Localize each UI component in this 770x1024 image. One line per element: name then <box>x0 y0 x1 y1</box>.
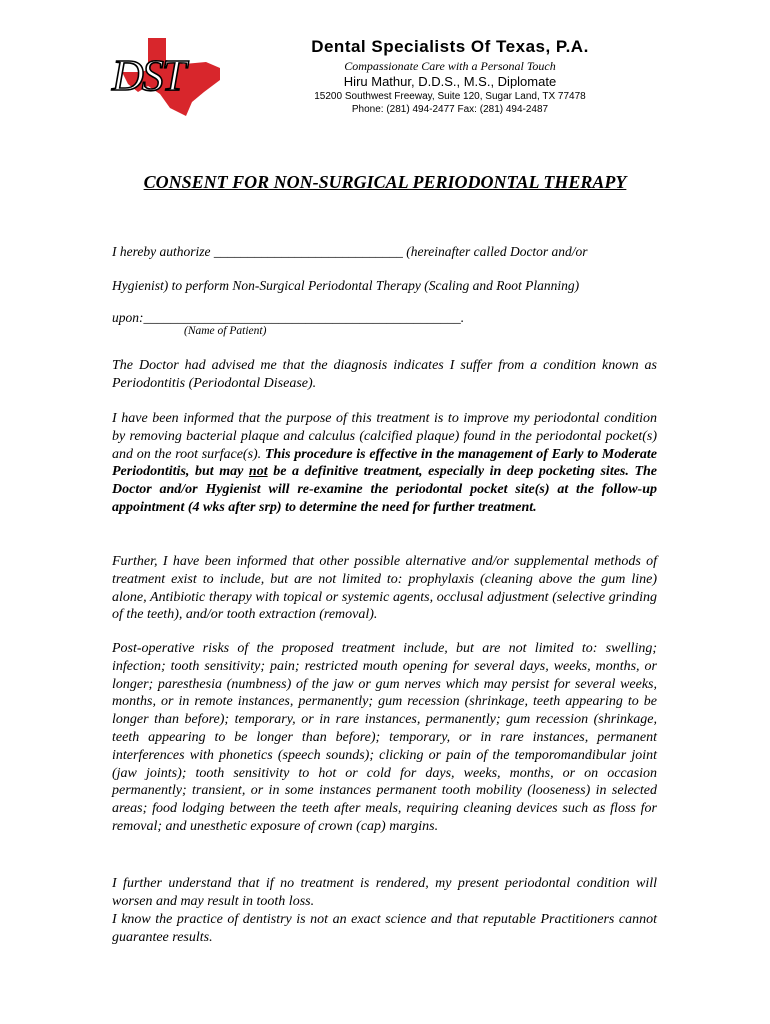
address: 15200 Southwest Freeway, Suite 120, Sugar Land, TX 77478 <box>314 91 586 102</box>
tagline: Compassionate Care with a Personal Touch <box>344 59 556 73</box>
not-exact-science-paragraph: I know the practice of dentistry is not an exact science and that reputable Practitioners cannot guarantee results. <box>112 912 657 945</box>
alternatives-paragraph: Further, I have been informed that other possible alternative and/or supplemental methods of treatment exist to include, but are not limited to: prophylaxis (cleaning above the gum line) alone, Antibiotic therapy with topical or systemic agents, occlusal adjustment (selective grinding of the teeth), and/or tooth extraction (removal). <box>112 554 657 623</box>
practice-logo <box>108 36 228 116</box>
name-of-patient-caption: (Name of Patient) <box>184 325 267 337</box>
purpose-paragraph <box>112 410 657 517</box>
practice-name: Dental Specialists Of Texas, P.A. <box>311 37 589 56</box>
therapy-line: Hygienist) to perform Non-Surgical Periodontal Therapy (Scaling and Root Planning) <box>112 278 580 293</box>
purpose-bold-text-b: be a definitive treatment, especially in deep pocketing sites. The Doctor and/or Hygienist will re-examine the periodontal pocket site(s) at the follow-up appointment (4 wks after srp) to determine the need for further treatment. <box>112 464 657 515</box>
patient-name-line: upon:_______________________________________________. <box>112 310 465 325</box>
diagnosis-paragraph: The Doctor had advised me that the diagnosis indicates I suffer from a condition known as Periodontitis (Periodontal Disease). <box>112 358 657 391</box>
no-treatment-paragraph: I further understand that if no treatment is rendered, my present periodontal condition will worsen and may result in tooth loss. <box>112 876 657 909</box>
logo-text: DST <box>112 51 185 100</box>
phone-fax: Phone: (281) 494-2477 Fax: (281) 494-2487 <box>351 104 549 115</box>
document-title: CONSENT FOR NON-SURGICAL PERIODONTAL THERAPY <box>143 172 627 192</box>
purpose-bold-not: not <box>248 464 268 480</box>
doctor-name: Hiru Mathur, D.D.S., M.S., Diplomate <box>343 74 557 89</box>
authorize-line: I hereby authorize ____________________________ (hereinafter called Doctor and/or <box>112 244 588 259</box>
purpose-bold-text-a: This procedure is effective in the management of Early to Moderate Periodontitis, but may <box>112 446 657 480</box>
risks-paragraph: Post-operative risks of the proposed treatment include, but are not limited to: swelling; infection; tooth sensitivity; pain; restricted mouth opening for several days, weeks, months, or longer; paresthesia (numbness) of the jaw or gum nerves which may persist for several weeks, months, or in remote instances, permanently; gum recession (shrinkage, teeth appearing to be longer than before); temporary, or in rare instances, permanently; gum recession (shrinkage, teeth appearing to be longer than before); temporary, or in rare instances, permanent interferences with phonetics (speech sounds); clicking or pain of the temporomandibular joint (jaw joints); tooth sensitivity to hot or cold for days, weeks, months, or on occasion permanently; transient, or in some instances permanent tooth mobility (looseness) in selected areas; food lodging between the teeth after meals, requiring cleaning devices such as floss for removal; and unesthetic exposure of crown (cap) margins. <box>112 641 657 834</box>
purpose-text: I have been informed that the purpose of this treatment is to improve my periodontal condition by removing bacterial plaque and calculus (calcified plaque) found in the periodontal pocket(s) and on the root surface(s). <box>112 411 657 462</box>
